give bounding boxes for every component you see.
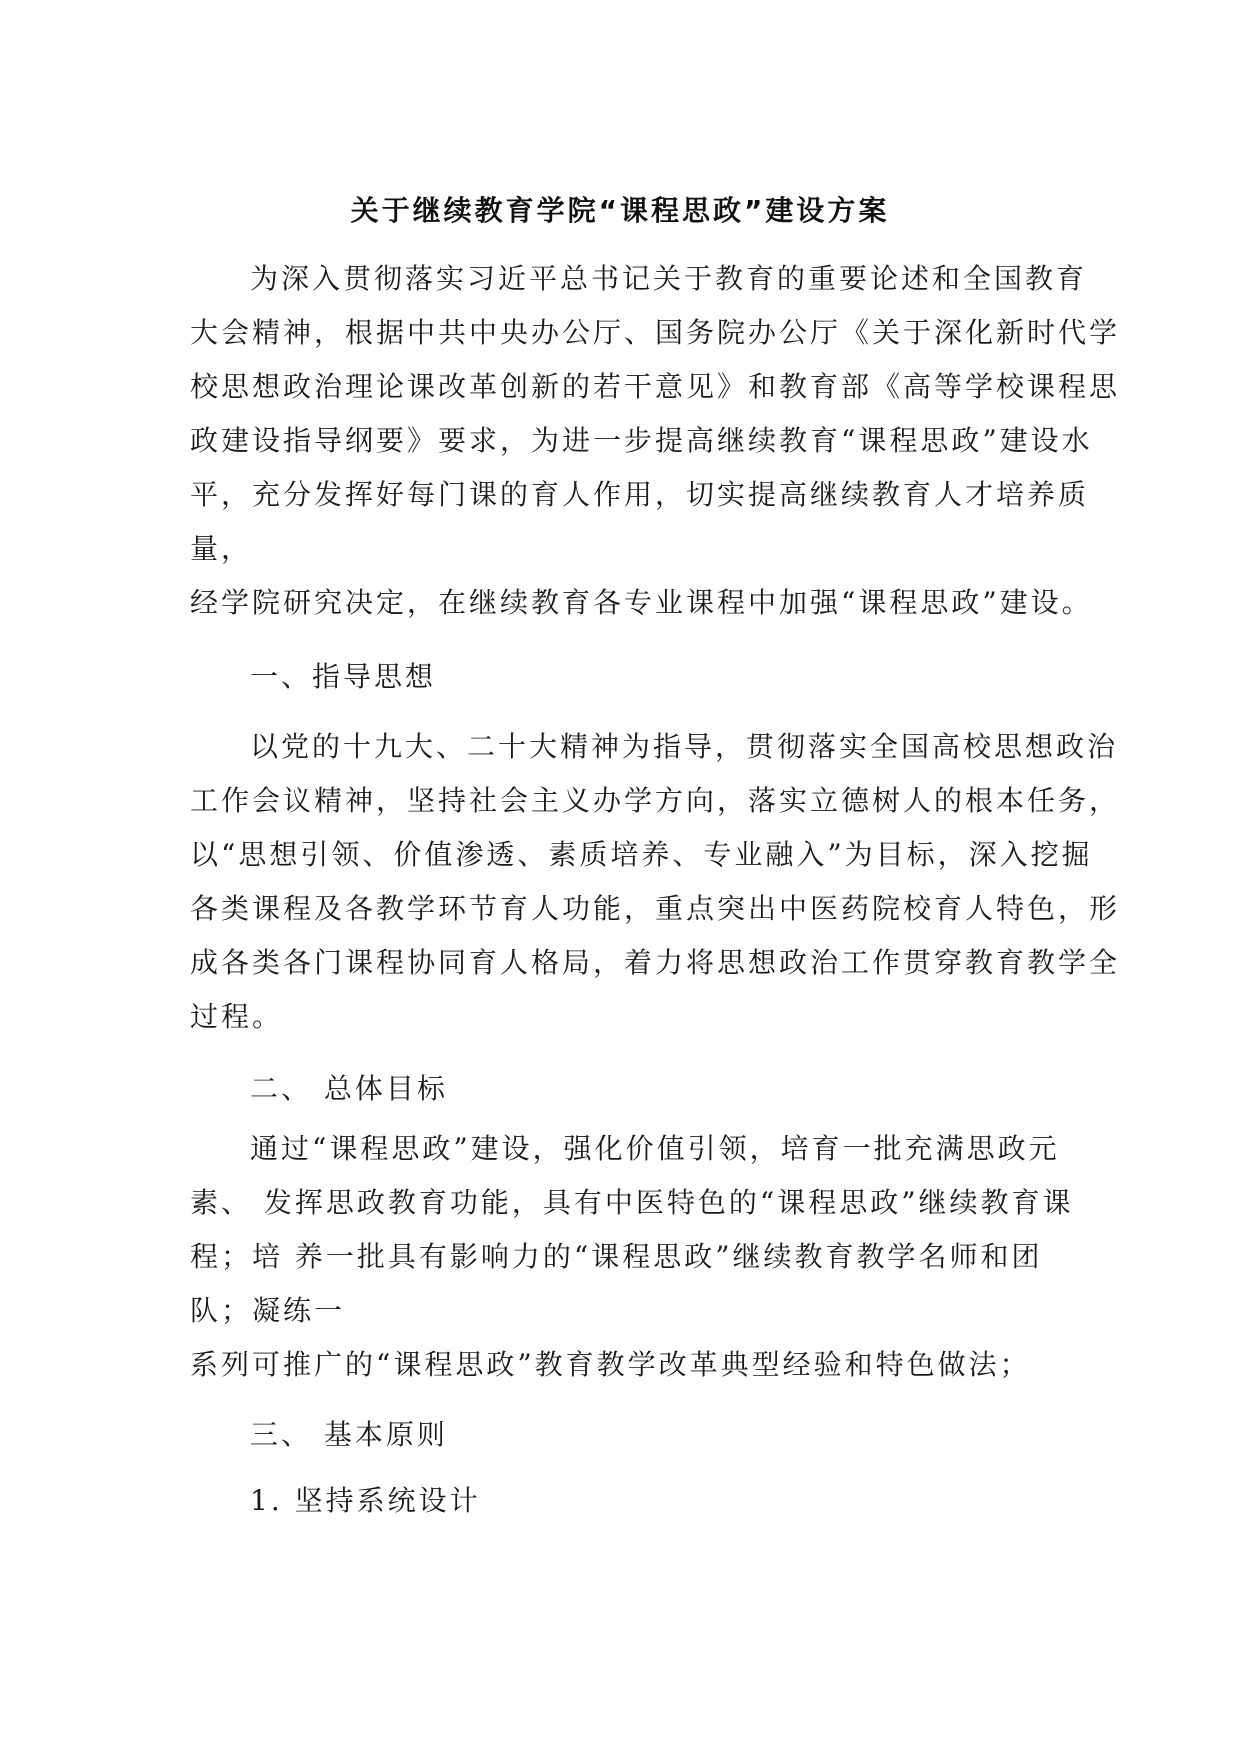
document-title: 关于继续教育学院“课程思政”建设方案 [350, 194, 890, 227]
section-heading-overall-goal: 二、 总体目标 [250, 1072, 448, 1105]
paragraph-line: 校思想政治理论课改革创新的若干意见》和教育部《高等学校课程思 [190, 370, 1121, 403]
paragraph-line: 政建设指导纲要》要求，为进一步提高继续教育“课程思政”建设水 [190, 424, 1093, 457]
paragraph-line: 大会精神，根据中共中央办公厅、国务院办公厅《关于深化新时代学 [190, 316, 1121, 349]
paragraph-line: 过程。 [190, 1000, 284, 1033]
section-heading-basic-principles: 三、 基本原则 [250, 1418, 448, 1451]
paragraph-line: 通过“课程思政”建设，强化价值引领，培育一批充满思政元 [250, 1132, 1060, 1165]
paragraph-line: 以“思想引领、价值渗透、素质培养、专业融入”为目标，深入挖掘 [190, 838, 1093, 871]
paragraph-line: 素、 发挥思政教育功能，具有中医特色的“课程思政”继续教育课 [190, 1186, 1074, 1219]
paragraph-line: 工作会议精神，坚持社会主义办学方向，落实立德树人的根本任务， [190, 784, 1121, 817]
paragraph-line: 经学院研究决定，在继续教育各专业课程中加强“课程思政”建设。 [190, 586, 1093, 619]
paragraph-line: 各类课程及各教学环节育人功能，重点突出中医药院校育人特色，形 [190, 892, 1121, 925]
paragraph-line: 以党的十九大、二十大精神为指导，贯彻落实全国高校思想政治 [250, 730, 1119, 763]
paragraph-line: 系列可推广的“课程思政”教育教学改革典型经验和特色做法； [190, 1348, 1031, 1381]
paragraph-line: 为深入贯彻落实习近平总书记关于教育的重要论述和全国教育 [250, 262, 1088, 295]
paragraph-line: 程；培 养一批具有影响力的“课程思政”继续教育教学名师和团 [190, 1240, 1043, 1273]
paragraph-line: 平，充分发挥好每门课的育人作用，切实提高继续教育人才培养质 [190, 478, 1090, 511]
paragraph-line: 成各类各门课程协同育人格局，着力将思想政治工作贯穿教育教学全 [190, 946, 1121, 979]
paragraph-line: 量， [190, 532, 253, 565]
section-heading-guiding-thought: 一、指导思想 [250, 660, 437, 693]
paragraph-line: 队；凝练一 [190, 1294, 346, 1327]
subsection-heading: 1. 坚持系统设计 [250, 1484, 481, 1517]
